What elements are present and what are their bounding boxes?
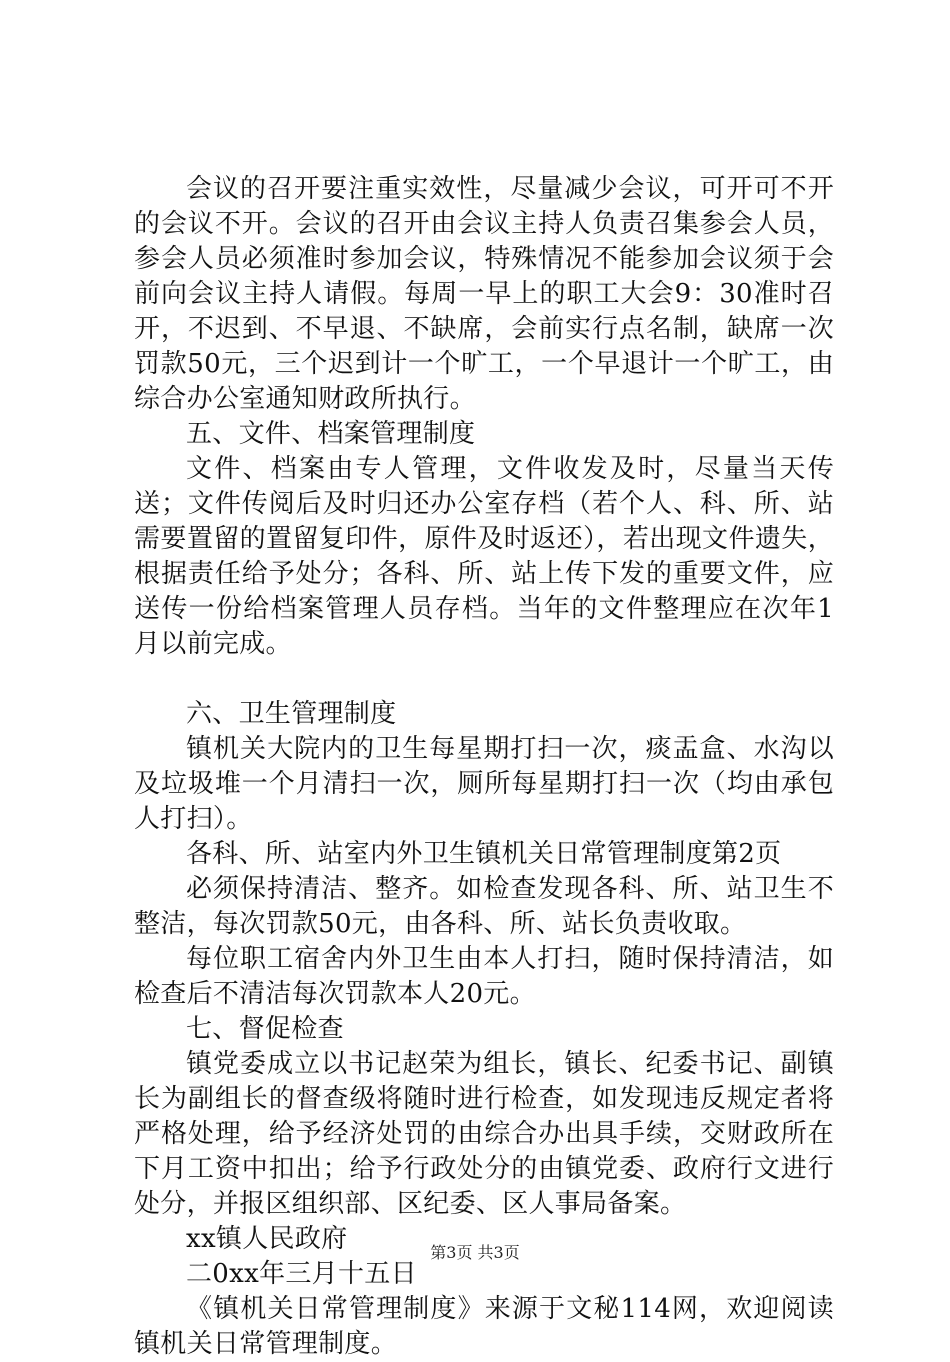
section-heading-hygiene: 六、卫生管理制度 [186,699,397,729]
section-heading-inspection: 七、督促检查 [186,1014,344,1044]
document-body [134,172,834,1362]
paragraph-hygiene-compound: 镇机关大院内的卫生每星期打扫一次，痰盂盒、水沟以及垃圾堆一个月清扫一次，厕所每星期打扫一次（均由承包人打扫）。 [134,734,834,834]
signature-issuer: xx镇人民政府 [186,1224,348,1254]
paragraph-hygiene-offices: 各科、所、站室内外卫生镇机关日常管理制度第2页 [186,839,782,869]
paragraph-inspection: 镇党委成立以书记赵荣为组长，镇长、纪委书记、副镇长为副组长的督查级将随时进行检查，如发现违反规定者将严格处理，给予经济处罚的由综合办出具手续，交财政所在下月工资中扣出；给予行政处分的由镇党委、政府行文进行处分，并报区组织部、区纪委、区人事局备案。 [134,1049,834,1219]
section-heading-files-archives: 五、文件、档案管理制度 [186,419,476,449]
paragraph-files-archives: 文件、档案由专人管理，文件收发及时，尽量当天传送；文件传阅后及时归还办公室存档（若个人、科、所、站需要置留的置留复印件，原件及时返还），若出现文件遗失，根据责任给予处分；各科、所、站上传下发的重要文件，应送传一份给档案管理人员存档。当年的文件整理应在次年1月以前完成。 [134,454,834,659]
signature-date: 二0xx年三月十五日 [186,1259,417,1289]
paragraph-meeting-rules: 会议的召开要注重实效性，尽量减少会议，可开可不开的会议不开。会议的召开由会议主持人负责召集参会人员，参会人员必须准时参加会议，特殊情况不能参加会议须于会前向会议主持人请假。每周一早上的职工大会9：30准时召开，不迟到、不早退、不缺席，会前实行点名制，缺席一次罚款50元，三个迟到计一个旷工，一个早退计一个旷工，由综合办公室通知财政所执行。 [134,174,834,414]
paragraph-hygiene-cleanliness: 必须保持清洁、整齐。如检查发现各科、所、站卫生不整洁，每次罚款50元，由各科、所、站长负责收取。 [134,874,834,939]
paragraph-hygiene-dormitory: 每位职工宿舍内外卫生由本人打扫，随时保持清洁，如检查后不清洁每次罚款本人20元。 [134,944,834,1009]
page-footer: 第3页 共3页 [430,1243,520,1262]
paragraph-spacer [134,662,834,697]
paragraph-source-note: 《镇机关日常管理制度》来源于文秘114网，欢迎阅读镇机关日常管理制度。 [134,1294,834,1359]
